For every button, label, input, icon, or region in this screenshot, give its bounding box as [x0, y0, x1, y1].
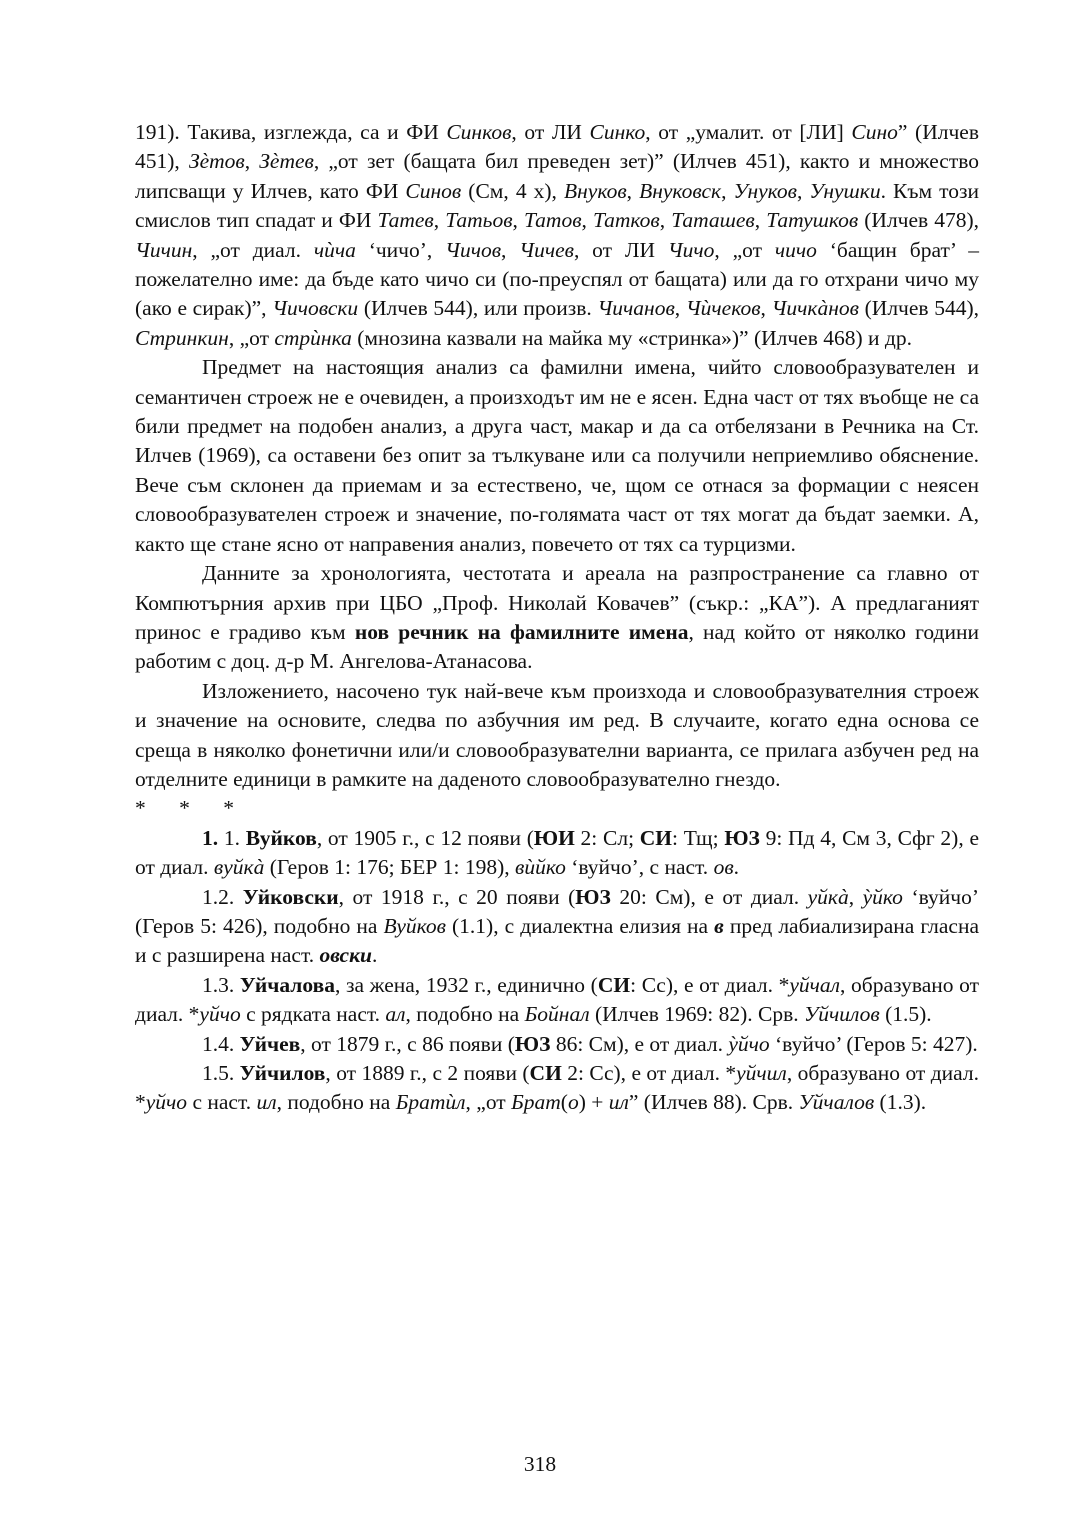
italic-term: Сино [851, 120, 898, 144]
text-run: ( [560, 1090, 568, 1115]
italic-term: о [567, 1090, 579, 1115]
text-run: 1.3. [202, 972, 240, 997]
italic-term: Синков [446, 120, 512, 144]
bold-term: ЮЗ [724, 825, 760, 850]
text-run: с рядката наст. [240, 1002, 386, 1027]
text-run: ‘бащин брат’ – пожелателно име: да бъде като чичо си (по-преуспял от бащата) или да го отхрани чичо му (ако е сирак)”, [135, 237, 980, 321]
paragraph [135, 118, 979, 353]
italic-term: Внуков [563, 178, 627, 203]
entry-e4 [135, 1030, 979, 1059]
text-run: Изложението, насочено тук най-вече към произхода и словообразувателния строеж и значение на основите, следва по азбучния им ред. В случаите, когато една основа се среща в няколко фонетични или/и словообразувателни варианта, се прилага азбучен ред на отделните единици в рамките на даденото словообразувателно гнездо. [135, 678, 979, 791]
italic-term: Таташев [671, 208, 755, 233]
italic-term: Унуков [733, 178, 797, 203]
text-run: , [659, 208, 672, 233]
italic-term: Татьов [445, 208, 513, 233]
italic-term: уйчо [199, 1002, 241, 1027]
text-run: , образувано от диал. * [135, 972, 979, 1027]
text-run: ‘чичо’, [355, 237, 446, 262]
text-run: 1. [218, 825, 246, 850]
intro-paragraphs [135, 118, 979, 794]
text-run: , [501, 237, 520, 262]
italic-term: Внуковск [639, 178, 722, 203]
italic-term: Чичкàнов [771, 296, 859, 321]
bold-term: СИ [597, 972, 631, 997]
bold-term: Уйковски [242, 884, 339, 909]
italic-term: Бойнал [524, 1002, 590, 1027]
bold-term: ЮЗ [575, 884, 611, 909]
italic-term: Уйчилов [804, 1002, 880, 1027]
italic-term: вѝйко [515, 855, 566, 880]
text-run: , от ЛИ [573, 237, 668, 262]
text-run: , [674, 296, 686, 321]
italic-term: Вуйков [383, 913, 446, 938]
bold-term: Вуйков [245, 825, 317, 850]
dictionary-entries [135, 824, 979, 1118]
italic-term: стрѝнка [274, 325, 352, 350]
text-run: , [626, 178, 640, 203]
italic-term: Стринкин [135, 325, 229, 350]
text-run: 191). Такива, изглежда, са и ФИ [135, 120, 447, 144]
paragraph [135, 677, 979, 795]
italic-term: ỳйчо [728, 1031, 770, 1056]
text-run: 9: Пд 4, См 3, Сфг 2), е от диал. [135, 825, 979, 880]
text-run: 1.4. [202, 1031, 240, 1056]
text-run: (См, 4 х), [461, 178, 564, 203]
text-run: , от 1879 г., с 86 появи ( [300, 1031, 515, 1056]
text-run: . [371, 943, 378, 968]
italic-term: чичо [774, 237, 817, 262]
bold-term: Уйчалова [239, 972, 335, 997]
entry-e3 [135, 971, 979, 1030]
text-run: (Илчев 544), или произв. [358, 296, 598, 321]
text-run: , „от [714, 237, 775, 262]
text-run: 86: См), е от диал. [550, 1031, 729, 1056]
italic-term: уйчал [789, 972, 841, 997]
italic-term: Чичев [519, 237, 574, 262]
italic-term: Татков [592, 208, 660, 233]
page-body [135, 118, 979, 1118]
paragraph [135, 559, 979, 677]
bold-term: Уйчев [239, 1031, 301, 1056]
text-run: Предмет на настоящия анализ са фамилни имена, чийто словообразувателен и семантичен строеж не е очевиден, а произходът им не е ясен. Една част от тях въобще не са били предмет на подобен анализ, а друга част, макар и да са отбелязани в Речника на Ст. Илчев (1969), са оставени без опит за тълкуване или са получили неприемливо обяснение. Вече съм склонен да приемам и за естествено, че, щом се отнася за формации с неясен словообразувателен строеж и значение, по-голямата част от тях могат да бъдат заемки. А, както ще стане ясно от направения анализ, повечето от тях са турцизми. [135, 355, 979, 556]
bold-term: ЮИ [533, 825, 575, 850]
text-run: , от 1918 г., с 20 появи ( [338, 884, 576, 909]
italic-term: Татов [523, 208, 582, 233]
bold-term: СИ [529, 1060, 562, 1085]
text-run: (мнозина казвали на майка му «стринка»)” (Илчев 468) и др. [351, 325, 912, 350]
entry-e2 [135, 883, 979, 971]
bold-italic-term: в [714, 913, 724, 938]
text-run: (1.1), с диалектна елизия на [445, 913, 715, 938]
text-run: , подобно на [405, 1002, 525, 1027]
italic-term: Чичин [135, 237, 193, 262]
text-run: ‘вуйчо’ (Геров 5: 426), подобно на [135, 884, 980, 938]
italic-term: Братѝл [395, 1090, 466, 1115]
text-run: , от ЛИ [511, 120, 590, 144]
entry-e5 [135, 1059, 979, 1118]
text-run: , [760, 296, 772, 321]
text-run: (1.5). [879, 1002, 932, 1027]
text-run: 2: Сл; [574, 825, 640, 850]
text-run: 2: Сс), е от диал. * [561, 1060, 737, 1085]
text-run: , образувано от диал. * [135, 1060, 980, 1115]
text-run: 1.2. [202, 884, 243, 909]
italic-term: Синов [405, 178, 462, 203]
italic-term: уйчил [736, 1060, 787, 1085]
section-separator: * * * [135, 796, 248, 821]
text-run: ‘вуйчо’ (Геров 5: 427). [769, 1031, 978, 1056]
text-run: , „от зет (бащата бил преведен зет)” (Илчев 451), както и множество липсващи у Илчев, като ФИ [135, 149, 980, 203]
text-run: , над който от няколко години работим с доц. д-р М. Ангелова-Атанасова. [135, 619, 979, 674]
text-run: , „от [465, 1090, 512, 1115]
text-run: : Сс), е от диал. * [630, 972, 790, 997]
italic-term: Чичо [667, 237, 715, 262]
italic-term: Зѐтов [188, 149, 245, 174]
italic-term: ал [385, 1002, 406, 1027]
bold-italic-term: овски [319, 943, 372, 968]
text-run: Данните за хронологията, честотата и ареала на разпространение са главно от Компютърния архив при ЦБО „Проф. Николай Ковачев” (съкр.: „КА”). А предлаганият принос е градиво към [135, 561, 979, 644]
text-run: , подобно на [276, 1090, 396, 1115]
text-run: , „от [228, 325, 275, 350]
text-run: , [754, 208, 767, 233]
page-number: 318 [523, 1452, 557, 1476]
italic-term: Татушков [766, 208, 859, 233]
text-run: (Геров 1: 176; БЕР 1: 198), [264, 855, 516, 880]
text-run: , [581, 208, 593, 233]
text-run: ‘вуйчо’, с наст. [565, 855, 714, 880]
italic-term: Чичов [445, 237, 502, 262]
text-run: (Илчев 478), [858, 208, 980, 233]
text-run: , за жена, 1932 г., единично ( [334, 972, 598, 997]
italic-term: Чичовски [272, 296, 359, 321]
text-run: , от 1905 г., с 12 появи ( [316, 825, 534, 850]
italic-term: уйкà [807, 884, 849, 909]
italic-term: уйчо [145, 1090, 188, 1115]
text-run: 1.5. [202, 1060, 240, 1085]
text-run: , от 1889 г., с 2 появи ( [325, 1060, 530, 1085]
text-run: ” (Илчев 88). Срв. [628, 1090, 799, 1115]
italic-term: Чѝчеков [685, 296, 761, 321]
text-run: (1.3). [874, 1090, 927, 1115]
text-run: , [721, 178, 734, 203]
entry-e1 [135, 824, 979, 883]
text-run: пред лабиализирана гласна и с разширена наст. [135, 913, 979, 968]
italic-term: чѝча [313, 237, 356, 262]
text-run: (Илчев 1969: 82). Срв. [589, 1002, 805, 1027]
bold-term: 1. [202, 825, 219, 850]
text-run: 20: См), е от диал. [610, 884, 808, 909]
italic-term: ỳйко [862, 884, 903, 909]
text-run: , [848, 884, 863, 909]
text-run: с наст. [187, 1090, 257, 1115]
italic-term: Зѐтев [259, 149, 314, 174]
text-run: , [796, 178, 810, 203]
text-run: . [733, 855, 740, 880]
bold-term: СИ [639, 825, 673, 850]
text-run: , [244, 149, 260, 174]
bold-term: Уйчилов [239, 1060, 326, 1085]
text-run: , [433, 208, 446, 233]
italic-term: Уйчалов [798, 1090, 875, 1115]
italic-term: Татев [377, 208, 434, 233]
paragraph [135, 353, 979, 559]
text-run: , [512, 208, 524, 233]
text-run: ” (Илчев 451), [135, 120, 979, 174]
italic-term: Унушки [809, 178, 881, 203]
text-run: (Илчев 544), [858, 296, 980, 321]
bold-term: ЮЗ [514, 1031, 551, 1056]
bold-term: нов речник на фамилните имена [354, 619, 689, 644]
italic-term: Чичанов [597, 296, 675, 321]
italic-term: ил [256, 1090, 277, 1115]
text-run: : Тщ; [672, 825, 725, 850]
text-run: , „от диал. [192, 237, 314, 262]
italic-term: Синко [589, 120, 646, 144]
italic-term: Брат [511, 1090, 561, 1115]
text-run: . Към този смислов тип спадат и ФИ [135, 178, 980, 233]
text-run: , от „умалит. от [ЛИ] [645, 120, 852, 144]
italic-term: ил [608, 1090, 629, 1115]
text-run: ) + [578, 1090, 609, 1115]
italic-term: ов [713, 855, 734, 880]
italic-term: вуйкà [213, 855, 265, 880]
